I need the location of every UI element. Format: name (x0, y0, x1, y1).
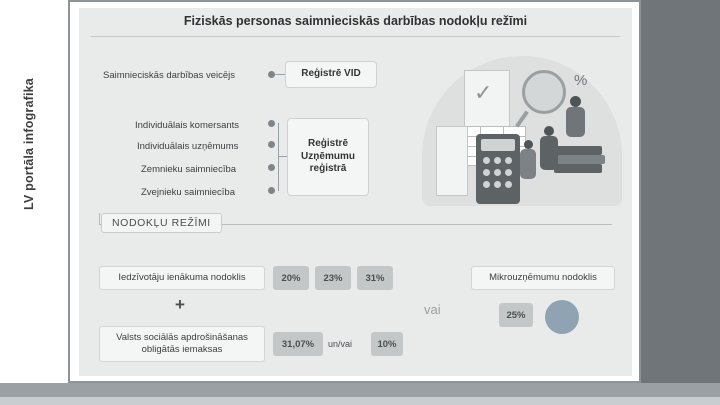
register-vid-pill[interactable]: Reģistrē VID (285, 61, 377, 88)
percent-icon: % (574, 72, 588, 89)
calculator-key-8 (494, 181, 501, 188)
accent-circle (545, 300, 579, 334)
infographic-panel (79, 8, 632, 376)
bullet-dot-4 (268, 187, 275, 194)
entity-label-4: Zvejnieku saimniecība (141, 187, 235, 198)
person-head-right (570, 96, 581, 107)
people-documents-magnifier-illustration (394, 48, 622, 216)
calculator-key-1 (483, 157, 490, 164)
calculator-key-5 (494, 169, 501, 176)
performer-label: Saimnieciskās darbības veicējs (103, 70, 236, 81)
calculator-key-3 (505, 157, 512, 164)
person-head-center (544, 126, 554, 136)
or-word: vai (424, 302, 441, 317)
section-divider-tick (99, 213, 100, 225)
book-1 (554, 146, 602, 155)
vsaoi-rate-chip-2: 10% (371, 332, 403, 356)
bottom-bar-light (0, 397, 720, 405)
infographic-card (68, 0, 641, 383)
bullet-dot-performer (268, 71, 275, 78)
right-background-block (641, 0, 720, 383)
calculator-key-4 (483, 169, 490, 176)
title-divider (91, 36, 620, 37)
side-label: LV portāla infografika (22, 78, 36, 210)
check-icon: ✓ (474, 80, 493, 105)
book-3 (554, 164, 602, 173)
person-body-left (520, 149, 536, 179)
calculator-screen (481, 139, 515, 151)
iin-rate-chip-2: 23% (315, 266, 351, 290)
register-ur-line-2: Uzņēmumu (301, 150, 355, 162)
register-ur-pill[interactable] (287, 118, 369, 196)
entity-label-3: Zemnieku saimniecība (141, 164, 237, 175)
calculator-key-2 (494, 157, 501, 164)
iin-rate-chip-1: 20% (273, 266, 309, 290)
person-body-right (566, 107, 585, 137)
plus-sign: + (175, 295, 185, 314)
entity-label-2: Individuālais uzņēmums (137, 141, 239, 152)
vsaoi-rate-chip-1: 31,07% (273, 332, 323, 356)
paper-icon (436, 126, 468, 196)
calculator-key-7 (483, 181, 490, 188)
entity-label-1: Individuālais komersants (135, 120, 240, 131)
mun-rate-chip: 25% (499, 303, 533, 327)
person-body-center (540, 136, 558, 170)
bullet-dot-3 (268, 164, 275, 171)
bottom-bar (0, 383, 720, 397)
vsaoi-label-box: Valsts sociālās apdrošināšanas obligātās iemaksas (99, 326, 265, 362)
calculator-key-6 (505, 169, 512, 176)
iin-rate-chip-3: 31% (357, 266, 393, 290)
connector-vertical (278, 123, 279, 191)
section-label-nodoklu-rezimi: NODOKĻU REŽĪMI (101, 213, 222, 233)
bullet-dot-1 (268, 120, 275, 127)
page-title: Fiziskās personas saimnieciskās darbības nodokļu režīmi (183, 14, 528, 28)
magnifier-icon (522, 70, 566, 114)
register-ur-line-1: Reģistrē (307, 138, 348, 150)
person-head-left (524, 140, 533, 149)
iin-label-box: Iedzīvotāju ienākuma nodoklis (99, 266, 265, 290)
mun-label-box: Mikrouzņēmumu nodoklis (471, 266, 615, 290)
vsaoi-conjunction: un/vai (328, 339, 353, 349)
calculator-key-9 (505, 181, 512, 188)
register-ur-line-3: reģistrā (309, 163, 347, 175)
bullet-dot-2 (268, 141, 275, 148)
book-2 (551, 155, 605, 164)
